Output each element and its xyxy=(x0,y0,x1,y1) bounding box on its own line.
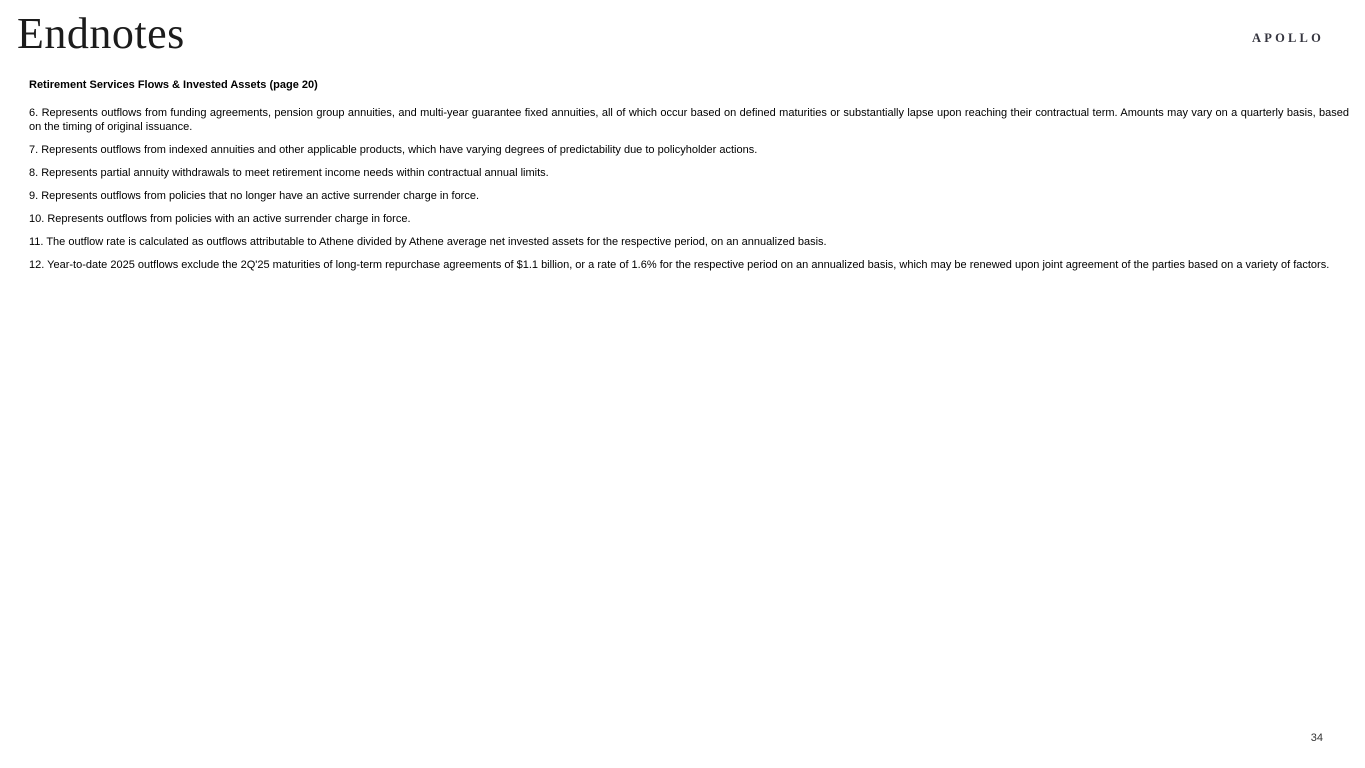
footnote-10: 10. Represents outflows from policies with an active surrender charge in force. xyxy=(29,213,411,225)
page-number: 34 xyxy=(1310,732,1323,744)
footnote-9: 9. Represents outflows from policies that no longer have an active surrender charge in force. xyxy=(29,190,480,202)
section-heading: Retirement Services Flows & Invested Assets (page 20) xyxy=(29,79,318,91)
footnote-11: 11. The outflow rate is calculated as outflows attributable to Athene divided by Athene average net invested assets for the respective period, on an annualized basis. xyxy=(29,236,827,248)
apollo-logo: APOLLO xyxy=(1252,31,1324,45)
endnotes-content xyxy=(29,79,1349,281)
page-title: Endnotes xyxy=(17,9,185,58)
footnote-7: 7. Represents outflows from indexed annuities and other applicable products, which have varying degrees of predictability due to policyholder actions. xyxy=(29,144,758,156)
footnote-8: 8. Represents partial annuity withdrawals to meet retirement income needs within contractual annual limits. xyxy=(29,167,549,179)
footnote-12: 12. Year-to-date 2025 outflows exclude the 2Q'25 maturities of long-term repurchase agreements of $1.1 billion, or a rate of 1.6% for the respective period on an annualized basis, which may be renewed upon joint agreement of the parties based on a variety of factors. xyxy=(29,259,1330,271)
footnote-6: 6. Represents outflows from funding agreements, pension group annuities, and multi-year guarantee fixed annuities, all of which occur based on defined maturities or substantially lapse upon reaching their contractual term. Amounts may vary on a quarterly basis, based on the timing of original issuance. xyxy=(29,107,1349,133)
